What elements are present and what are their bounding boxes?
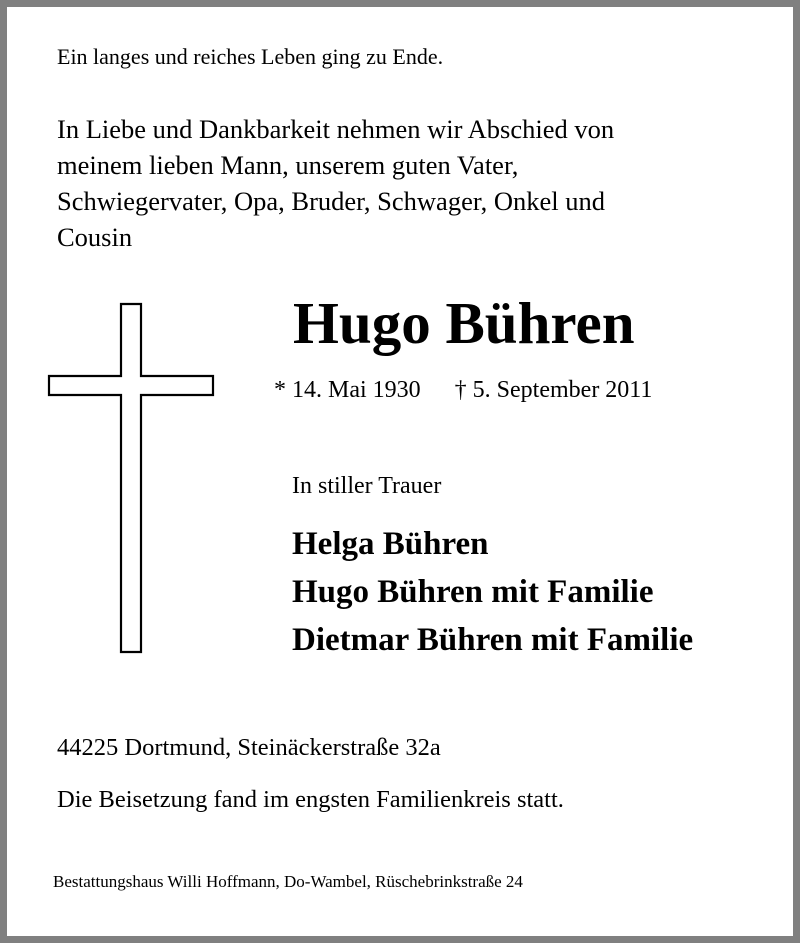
cross-icon — [46, 300, 218, 656]
death-date: † 5. September 2011 — [454, 377, 653, 403]
mourners-list — [292, 520, 693, 664]
birth-date: * 14. Mai 1930 — [274, 377, 421, 403]
life-dates — [274, 378, 652, 402]
mourner-name: Hugo Bühren mit Familie — [292, 574, 654, 610]
farewell-line: meinem lieben Mann, unserem guten Vater, — [57, 150, 519, 180]
address-line: 44225 Dortmund, Steinäckerstraße 32a — [57, 734, 441, 761]
farewell-line: In Liebe und Dankbarkeit nehmen wir Abschied von — [57, 114, 615, 144]
intro-line: Ein langes und reiches Leben ging zu Ende. — [57, 44, 444, 69]
farewell-line: Schwiegervater, Opa, Bruder, Schwager, Onkel und — [57, 186, 605, 216]
farewell-text — [57, 111, 614, 255]
burial-note: Die Beisetzung fand im engsten Familienkreis statt. — [57, 786, 564, 813]
mourner-name: Helga Bühren — [292, 526, 489, 562]
mourner-name: Dietmar Bühren mit Familie — [292, 622, 694, 658]
mourning-intro: In stiller Trauer — [292, 473, 442, 499]
undertaker-line: Bestattungshaus Willi Hoffmann, Do-Wambel, Rüschebrinkstraße 24 — [53, 872, 523, 891]
farewell-line: Cousin — [57, 222, 133, 252]
deceased-name: Hugo Bühren — [293, 290, 635, 356]
